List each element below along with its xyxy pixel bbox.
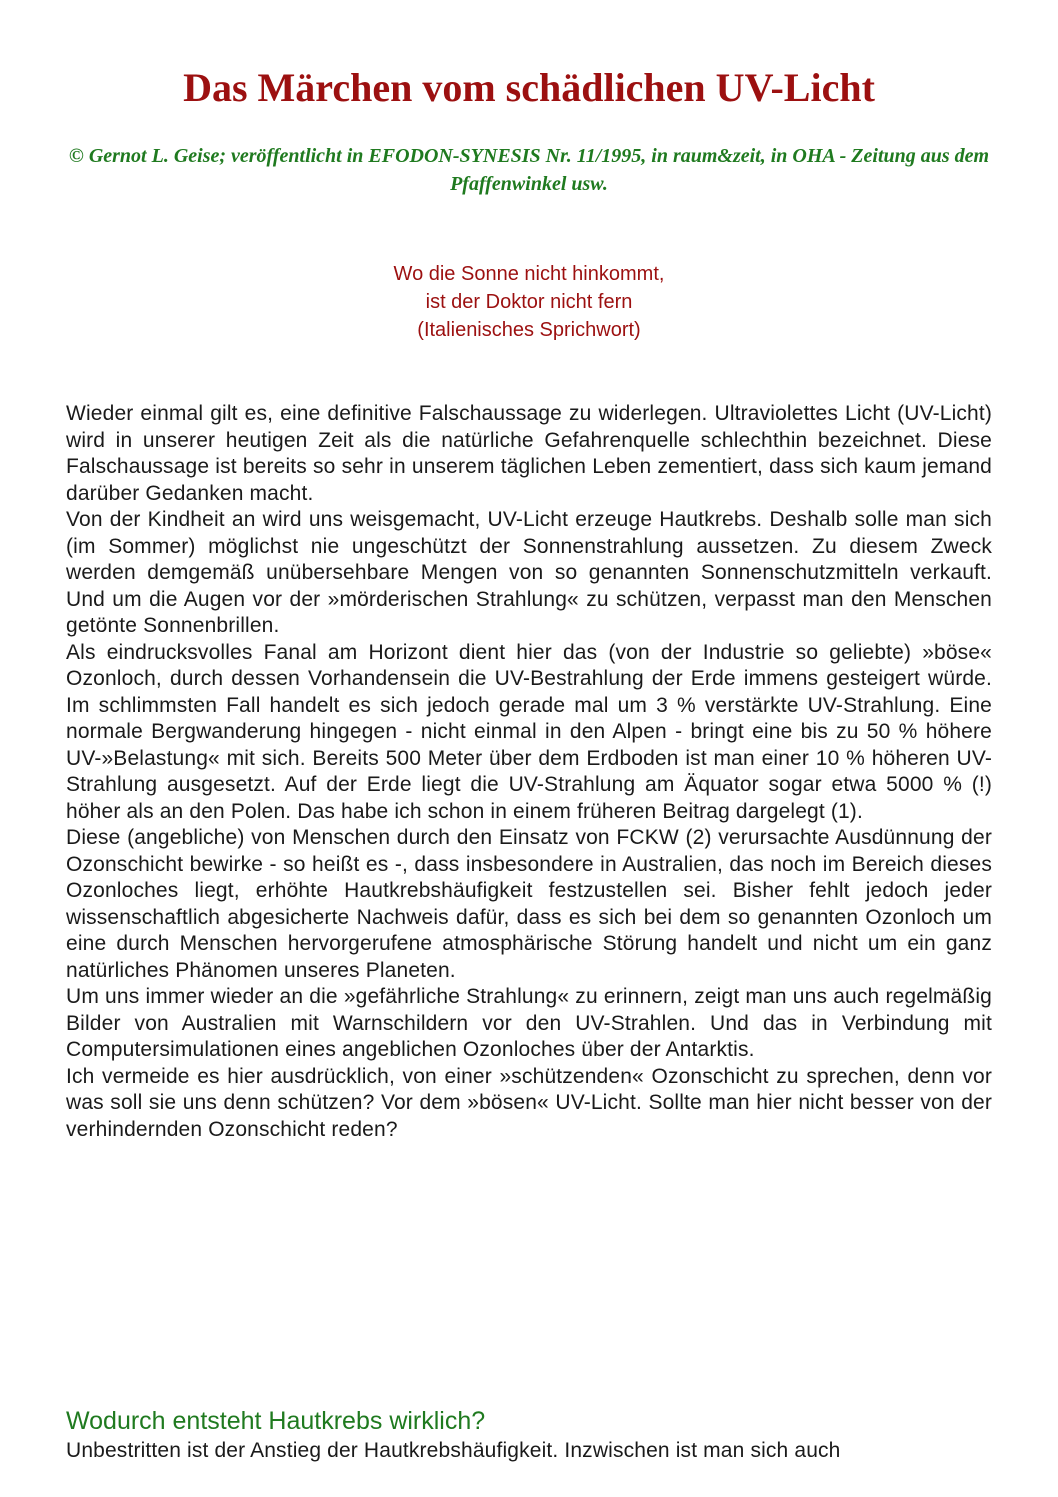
document-title: Das Märchen vom schädlichen UV-Licht <box>183 65 875 110</box>
paragraph: Von der Kindheit an wird uns weisgemacht, UV-Licht erzeuge Hautkrebs. Deshalb solle man sich (im Sommer) möglichst nie ungeschützt der Sonnenstrahlung aussetzen. Zu diesem Zweck werden demgemäß unübersehbare Mengen von so genannten Sonnenschutzmitteln verkauft. Und um die Augen vor der »mörderischen Strahlung« zu schützen, verpasst man den Menschen getönte Sonnenbrillen. <box>66 508 992 637</box>
paragraph: Diese (angebliche) von Menschen durch den Einsatz von FCKW (2) verursachte Ausdünnung der Ozonschicht bewirke - so heißt es -, dass insbesondere in Australien, das noch im Bereich dieses Ozonloches liegt, erhöhte Hautkrebshäufigkeit festzustellen sei. Bisher fehlt jedoch jeder wissenschaftlich abgesicherte Nachweis dafür, dass es sich bei dem so genannten Ozonloch um eine durch Menschen hervorgerufene atmosphärische Störung handelt und nicht um ein ganz natürliches Phänomen unseres Planeten. <box>66 826 992 982</box>
section-paragraph: Unbestritten ist der Anstieg der Hautkrebshäufigkeit. Inzwischen ist man sich auch <box>66 1439 841 1462</box>
paragraph: Um uns immer wieder an die »gefährliche Strahlung« zu erinnern, zeigt man uns auch regelmäßig Bilder von Australien mit Warnschildern vor den UV-Strahlen. Und das in Verbindung mit Computersimulationen eines angeblichen Ozonloches über der Antarktis. <box>66 985 992 1061</box>
epigraph-attribution: (Italienisches Sprichwort) <box>417 319 641 341</box>
paragraph: Wieder einmal gilt es, eine definitive Falschaussage zu widerlegen. Ultraviolettes Licht (UV-Licht) wird in unserer heutigen Zeit als die natürliche Gefahrenquelle schlechthin bezeichnet. Diese Falschaussage ist bereits so sehr in unserem täglichen Leben zementiert, dass sich kaum jemand darüber Gedanken macht. <box>66 402 992 505</box>
section-heading: Wodurch entsteht Hautkrebs wirklich? <box>66 1407 486 1435</box>
article-body <box>66 401 992 1143</box>
paragraph: Als eindrucksvolles Fanal am Horizont dient hier das (von der Industrie so geliebte) »böse« Ozonloch, durch dessen Vorhandensein die UV-Bestrahlung der Erde immens gesteigert würde. Im schlimmsten Fall handelt es sich jedoch gerade mal um 3 % verstärkte UV-Strahlung. Eine normale Bergwanderung hingegen - nicht einmal in den Alpen - bringt eine bis zu 50 % höhere UV-»Belastung« mit sich. Bereits 500 Meter über dem Erdboden ist man einer 10 % höheren UV-Strahlung ausgesetzt. Auf der Erde liegt die UV-Strahlung am Äquator sogar etwa 5000 % (!) höher als an den Polen. Das habe ich schon in einem früheren Beitrag dargelegt (1). <box>66 640 992 823</box>
paragraph: Ich vermeide es hier ausdrücklich, von einer »schützenden« Ozonschicht zu sprechen, denn vor was soll sie uns denn schützen? Vor dem »bösen« UV-Licht. Sollte man hier nicht besser von der verhindernden Ozonschicht reden? <box>66 1064 992 1141</box>
epigraph-line: ist der Doktor nicht fern <box>425 291 633 313</box>
author-credit: © Gernot L. Geise; veröffentlicht in EFODON-SYNESIS Nr. 11/1995, in raum&zeit, in OHA - Zeitung aus dem Pfaffenwinkel usw. <box>68 145 990 195</box>
epigraph-line: Wo die Sonne nicht hinkommt, <box>393 263 665 285</box>
epigraph <box>66 260 992 344</box>
